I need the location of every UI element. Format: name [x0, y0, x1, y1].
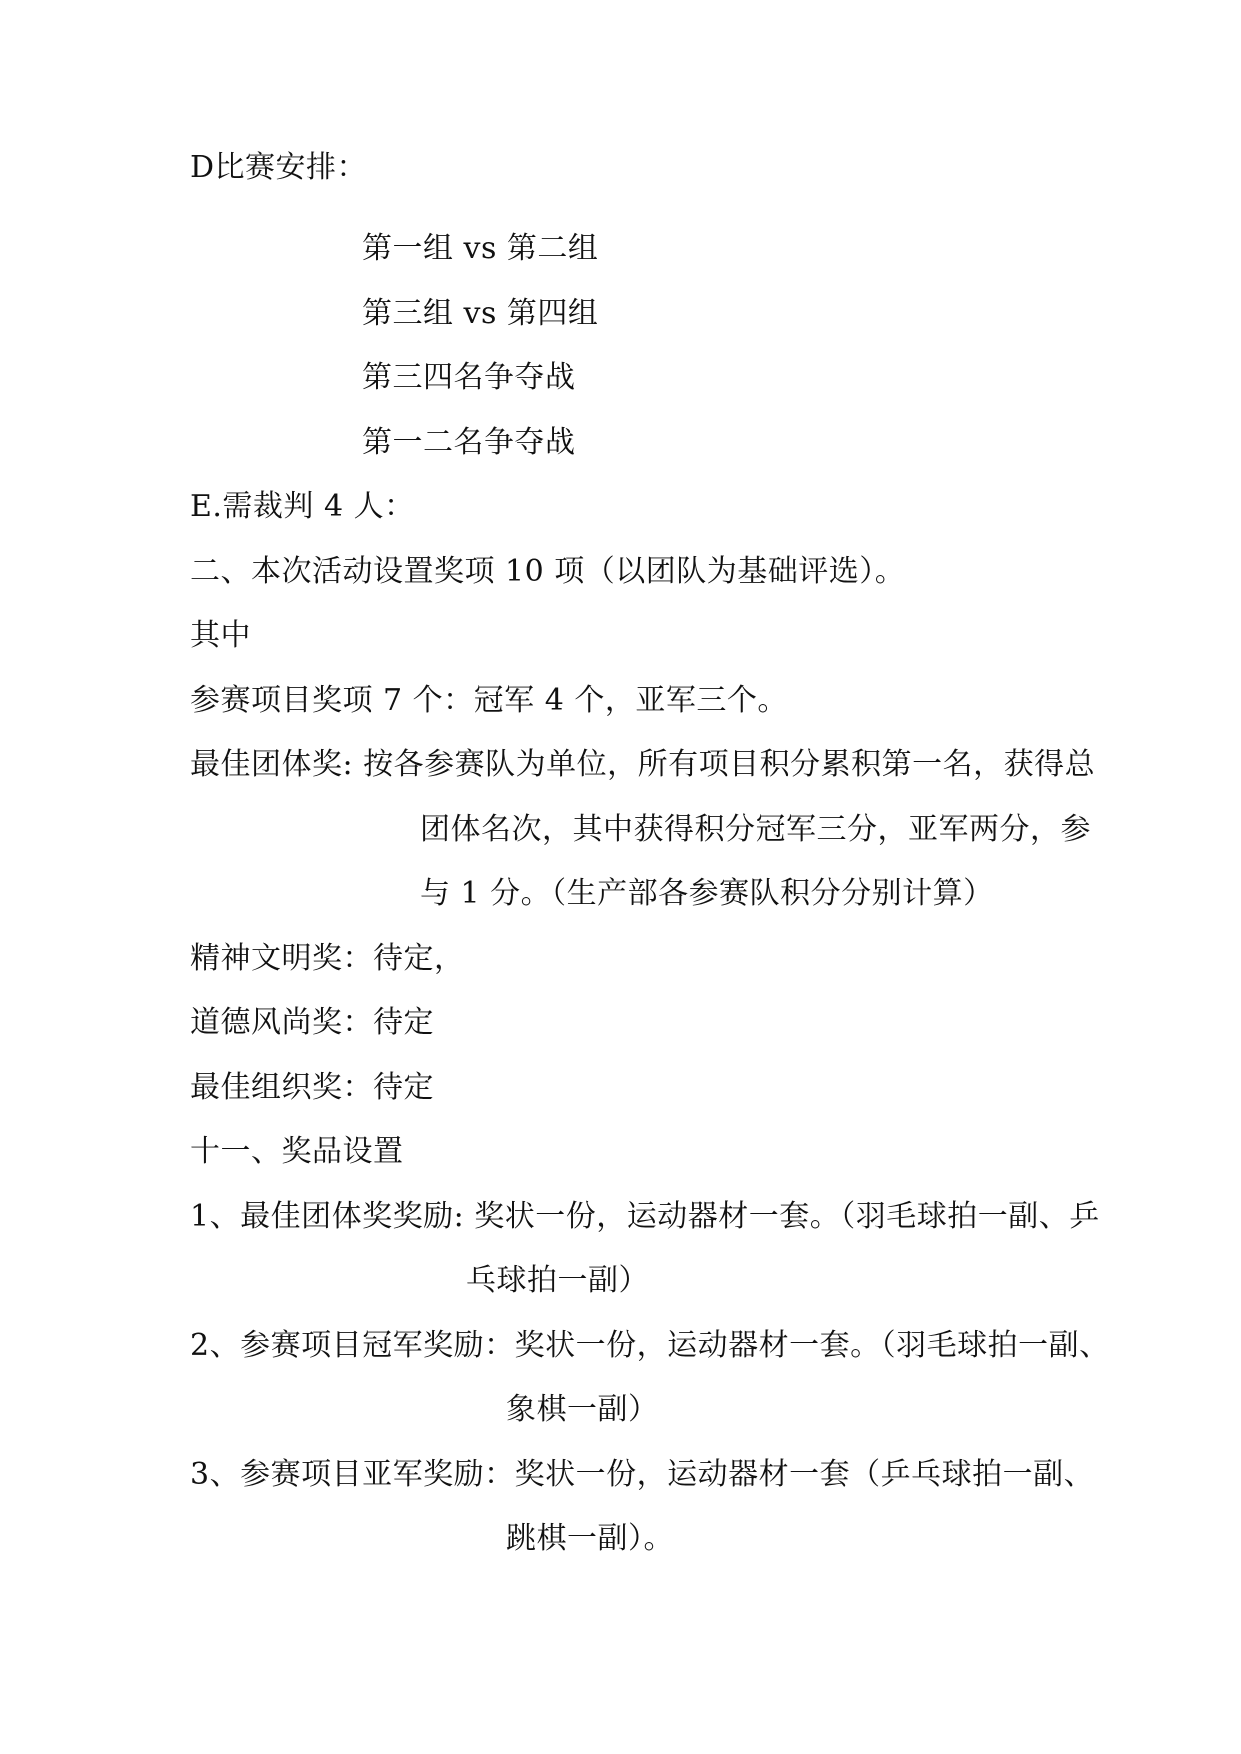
- list-item: 3、参赛项目亚军奖励：奖状一份，运动器材一套（乒乓球拍一副、: [190, 1457, 1095, 1492]
- match-line-4: 第一二名争夺战: [362, 425, 576, 460]
- section-2-heading: 二、本次活动设置奖项 10 项（以团队为基础评选）。: [190, 554, 906, 589]
- list-item-continuation: 跳棋一副）。: [506, 1521, 674, 1556]
- section-11-heading: 十一、奖品设置: [190, 1134, 404, 1169]
- list-item-continuation: 象棋一副）: [506, 1392, 659, 1427]
- match-line-3: 第三四名争夺战: [362, 360, 576, 395]
- section-e-heading: E.需裁判 4 人：: [190, 489, 415, 524]
- paragraph-line: 最佳团体奖: 按各参赛队为单位，所有项目积分累积第一名，获得总: [190, 747, 1096, 782]
- paragraph-line: 道德风尚奖：待定: [190, 1005, 434, 1040]
- list-item: 1、最佳团体奖奖励: 奖状一份，运动器材一套。（羽毛球拍一副、乒: [190, 1199, 1100, 1234]
- paragraph-line: 参赛项目奖项 7 个：冠军 4 个，亚军三个。: [190, 683, 788, 718]
- paragraph-line: 其中: [190, 618, 251, 653]
- list-item-continuation: 乓球拍一副）: [466, 1263, 649, 1298]
- paragraph-line: 最佳组织奖：待定: [190, 1070, 434, 1105]
- paragraph-line-continuation: 与 1 分。（生产部各参赛队积分分别计算）: [420, 876, 994, 911]
- list-item: 2、参赛项目冠军奖励：奖状一份，运动器材一套。（羽毛球拍一副、: [190, 1328, 1110, 1363]
- match-line-1: 第一组 vs 第二组: [362, 231, 599, 266]
- section-d-heading: D比赛安排：: [190, 150, 368, 185]
- match-line-2: 第三组 vs 第四组: [362, 296, 599, 331]
- paragraph-line: 精神文明奖：待定，: [190, 941, 465, 976]
- paragraph-line-continuation: 团体名次，其中获得积分冠军三分，亚军两分，参: [420, 812, 1091, 847]
